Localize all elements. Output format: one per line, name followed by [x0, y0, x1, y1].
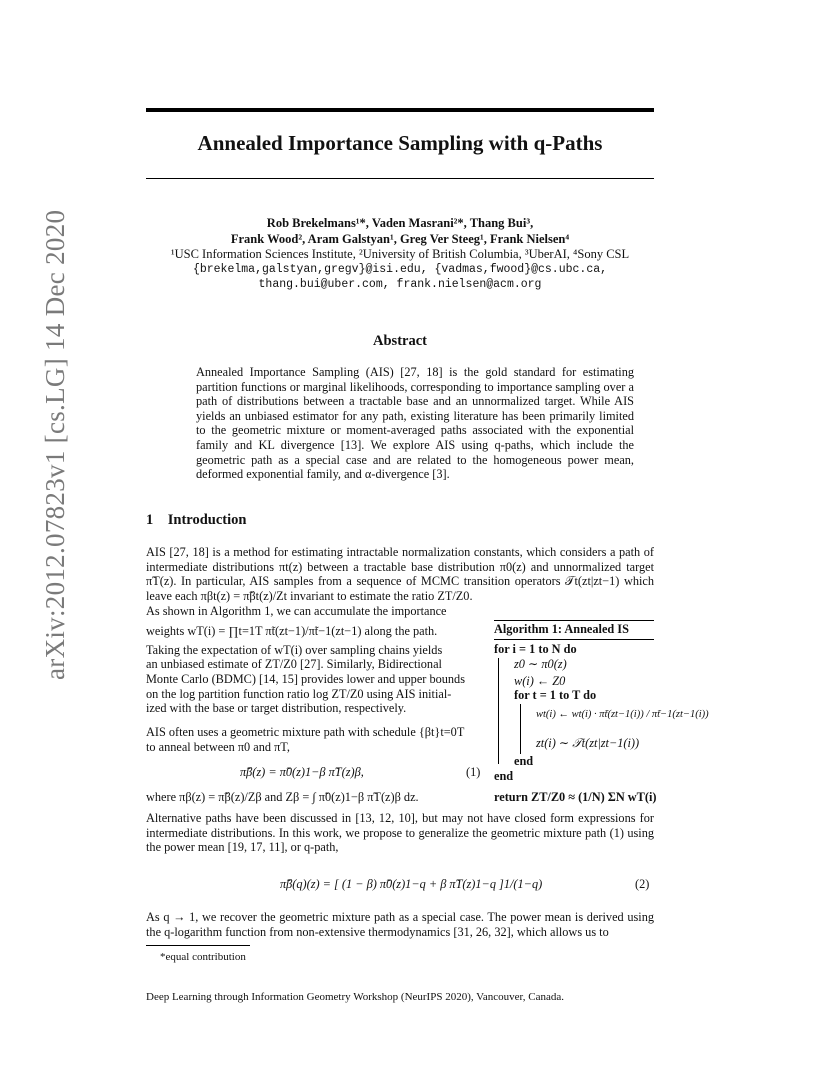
algorithm-line: end [494, 769, 514, 783]
algorithm-inner-bar [520, 704, 521, 754]
affiliations: ¹USC Information Sciences Institute, ²University of British Columbia, ³UberAI, ⁴Sony CSL [170, 247, 630, 261]
algorithm-line: w(i) ← Z0 [514, 674, 566, 688]
intro-paragraph-last: As q → 1, we recover the geometric mixture path as a special case. The power mean is derived using the q-logarithm function from non-extensive thermodynamics [31, 26, 32], which allows us to [146, 910, 654, 939]
algorithm-line: wt(i) ← wt(i) · π̃t(zt−1(i)) / π̃t−1(zt−1(i)) [536, 709, 709, 720]
intro-geo-line: AIS often uses a geometric mixture path with schedule {βt}t=0T [146, 725, 465, 739]
intro-wrap-line: on the log partition function ratio log ZT/Z0 using AIS initial- [146, 687, 452, 701]
algorithm-line: return ZT/Z0 ≈ (1/N) ΣN wT(i) [494, 790, 657, 804]
intro-where-line: where πβ(z) = π̃β(z)/Zβ and Zβ = ∫ π̃0(z)1−β π̃T(z)β dz. [146, 790, 419, 804]
intro-paragraph-alt: Alternative paths have been discussed in [13, 12, 10], but may not have closed form expressions for intermediate distributions. In this work, we propose to generalize the geometric mixture path (1) using the power mean [19, 17, 11], or q-path, [146, 811, 654, 855]
footnote: *equal contribution [160, 951, 246, 963]
section-heading [146, 512, 246, 529]
equation-1-number: (1) [466, 765, 481, 779]
author-line-1: Rob Brekelmans¹*, Vaden Masrani²*, Thang Bui³, [266, 216, 534, 230]
equation-1: π̃β(z) = π̃0(z)1−β π̃T(z)β, [240, 765, 364, 779]
algorithm-line: z0 ∼ π0(z) [514, 657, 567, 671]
email-line-1: {brekelma,galstyan,gregv}@isi.edu, {vadmas,fwood}@cs.ubc.ca, [192, 263, 608, 276]
intro-wrap-line: Monte Carlo (BDMC) [14, 15] provides lower and upper bounds [146, 672, 465, 686]
algorithm-line: end [514, 754, 534, 768]
abstract-heading: Abstract [373, 333, 427, 349]
algorithm-line: for t = 1 to T do [514, 688, 597, 702]
algorithm-box [494, 620, 654, 640]
equation-2: π̃β(q)(z) = [ (1 − β) π̃0(z)1−q + β π̃T(z)1−q ]1/(1−q) [280, 877, 543, 891]
email-line-2: thang.bui@uber.com, frank.nielsen@acm.org [258, 278, 542, 291]
intro-paragraph-1: AIS [27, 18] is a method for estimating intractable normalization constants, which considers a path of intermediate distributions πt(z) between a tractable base distribution π0(z) and unnormalized target π̃T(z). In particular, AIS samples from a sequence of MCMC transition operators 𝒯t(zt|zt−1) which leave each πβt(z) = π̃βt(z)/Zt invariant to estimate the ratio ZT/Z0. [146, 545, 654, 603]
title-top-rule [146, 108, 654, 112]
algorithm-body [494, 640, 709, 804]
footnote-rule [146, 945, 250, 946]
algorithm-line: for i = 1 to N do [494, 642, 577, 656]
section-number: 1 [146, 512, 154, 528]
abstract-text: Annealed Importance Sampling (AIS) [27, 18] is the gold standard for estimating partition functions or marginal likelihoods, corresponding to importance sampling over a path of distributions between a tractable base and an unnormalized target. While AIS yields an unbiased estimator for any path, existing literature has been primarily limited to the geometric mixture or moment-averaged paths associated with the exponential family and KL divergence [13]. We explore AIS using q-paths, which include the geometric path as a special case and are related to the homogeneous power mean, deformed exponential family, and α-divergence [3]. [196, 365, 634, 482]
algorithm-header: Algorithm 1: Annealed IS [494, 620, 654, 640]
section-title: Introduction [167, 512, 247, 528]
arxiv-identifier: arXiv:2012.07823v1 [cs.LG] 14 Dec 2020 [40, 209, 70, 680]
intro-wrap-line: Taking the expectation of wT(i) over sampling chains yields [146, 643, 443, 657]
algorithm-for-bar [498, 658, 499, 764]
intro-wrap-line: As shown in Algorithm 1, we can accumulate the importance [146, 604, 447, 618]
title-bottom-rule [146, 178, 654, 179]
algorithm-line: zt(i) ∼ 𝒯t(zt|zt−1(i)) [536, 736, 640, 750]
paper-title: Annealed Importance Sampling with q-Paths [197, 131, 603, 155]
intro-wrap-line: weights wT(i) = ∏t=1T π̃t(zt−1)/π̃t−1(zt−1) along the path. [146, 624, 438, 638]
intro-geo-line: to anneal between π0 and πT, [146, 740, 290, 754]
venue-footer: Deep Learning through Information Geometry Workshop (NeurIPS 2020), Vancouver, Canada. [146, 991, 564, 1003]
intro-wrap-line: an unbiased estimate of ZT/Z0 [27]. Similarly, Bidirectional [146, 657, 442, 671]
intro-wrap-line: ized with the base or target distribution, respectively. [146, 701, 407, 715]
equation-2-number: (2) [635, 877, 650, 891]
author-line-2: Frank Wood², Aram Galstyan¹, Greg Ver Steeg¹, Frank Nielsen⁴ [230, 232, 570, 246]
